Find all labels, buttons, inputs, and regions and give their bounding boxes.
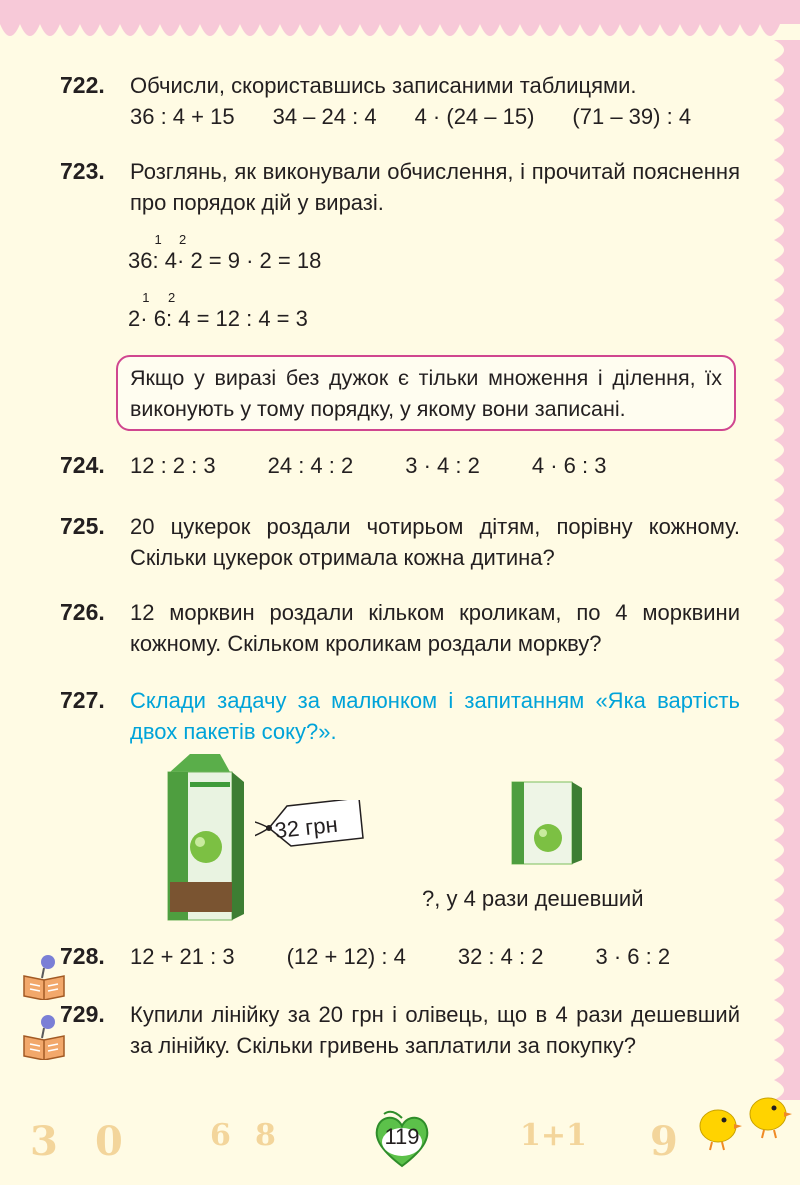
task-number: 726. — [60, 599, 105, 625]
expression: 4 · 6 : 3 — [531, 453, 607, 478]
task-number: 725. — [60, 513, 105, 539]
task-725 — [60, 511, 740, 573]
page-number-badge — [372, 1108, 432, 1168]
expression: 34 – 24 : 4 — [272, 104, 377, 129]
task-number: 722. — [60, 72, 105, 98]
order-mark: 1 — [142, 290, 150, 305]
right-scalloped-border — [774, 40, 800, 1100]
homework-book-icon — [20, 1010, 68, 1060]
task-723 — [60, 156, 740, 218]
task-729 — [60, 999, 740, 1061]
task-text: 20 цукерок роздали чотирьом дітям, порівну кожному. Скільки цукерок отримала кожна дитина? — [130, 514, 740, 570]
task-text: Розглянь, як виконували обчислення, і прочитай пояснення про порядок дій у виразі. — [130, 159, 740, 215]
top-scalloped-border — [0, 0, 800, 48]
small-juice-carton-image — [508, 776, 586, 868]
task-number: 729. — [60, 1001, 105, 1027]
expression: 36 : 4 + 15 — [130, 104, 235, 129]
expression-row — [130, 101, 740, 132]
rule-box: Якщо у виразі без дужок є тільки множення і ділення, їх виконують у тому порядку, у якому вони записані. — [116, 355, 736, 431]
task-number: 724. — [60, 452, 105, 478]
task-text: Склади задачу за малюнком і запитанням «Яка вартість двох пакетів соку?». — [130, 688, 740, 744]
task-number: 728. — [60, 943, 105, 969]
page-number: 119 — [384, 1124, 420, 1149]
expression: 3 · 4 : 2 — [405, 453, 480, 478]
task-text: Обчисли, скориставшись записаними таблицями. — [130, 73, 637, 98]
expression: 3 · 6 : 2 — [595, 944, 671, 969]
price-label: 32 грн — [273, 811, 339, 844]
task-722 — [60, 70, 740, 132]
task-number: 727. — [60, 687, 105, 713]
worked-example-1: 36 1 : 4 2 · 2 = 9 · 2 = 18 — [128, 232, 322, 273]
task-text: 12 морквин роздали кільком кроликам, по 4 морквини кожному. Скільком кроликам роздали моркву? — [130, 600, 740, 656]
task-728 — [60, 941, 740, 972]
expression: 24 : 4 : 2 — [267, 453, 354, 478]
expression-row — [130, 941, 740, 972]
large-juice-carton-image — [160, 752, 250, 922]
task-724 — [60, 450, 740, 481]
order-mark: 1 — [154, 232, 162, 247]
expression: (71 – 39) : 4 — [572, 104, 692, 129]
small-carton-caption: ?, у 4 рази дешевший — [422, 886, 644, 911]
order-mark: 2 — [167, 290, 176, 305]
task-726 — [60, 597, 740, 659]
price-tag — [255, 800, 365, 860]
homework-book-icon — [20, 950, 68, 1000]
task-text: Купили лінійку за 20 грн і олівець, що в 4 рази дешевший за лінійку. Скільки гривень заплатили за покупку? — [130, 1002, 740, 1058]
expression: 4 · (24 – 15) — [414, 104, 535, 129]
decorative-number-border: 3 0 6 8 1+1 9 — [30, 1118, 678, 1165]
task-number: 723. — [60, 158, 105, 184]
order-mark: 2 — [178, 232, 187, 247]
expression-row — [130, 450, 740, 481]
chicks-illustration — [688, 1088, 798, 1158]
expression: (12 + 12) : 4 — [286, 944, 406, 969]
worked-example-2: 2 1 · 6 2 : 4 = 12 : 4 = 3 — [128, 290, 308, 331]
expression: 12 : 2 : 3 — [130, 453, 216, 478]
expression: 12 + 21 : 3 — [130, 944, 235, 969]
expression: 32 : 4 : 2 — [457, 944, 544, 969]
task-727 — [60, 685, 740, 747]
